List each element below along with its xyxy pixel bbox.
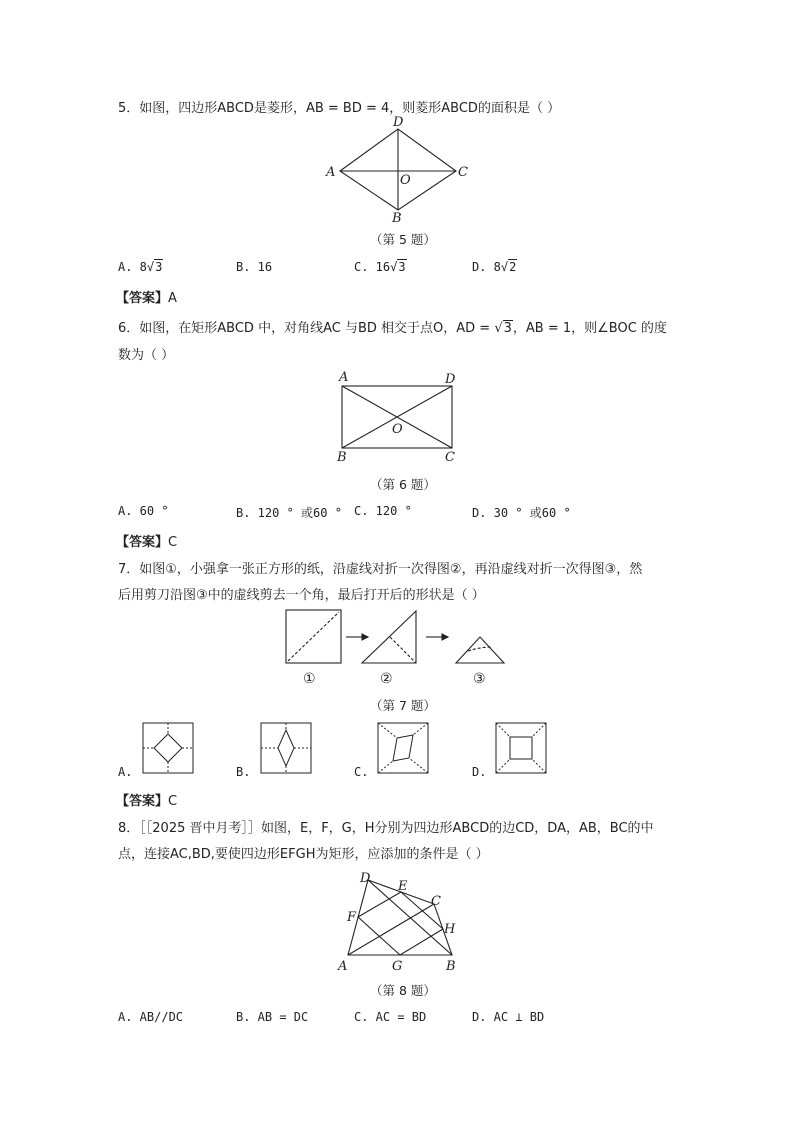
q7-caption: （第 7 题） bbox=[370, 698, 436, 713]
label-o: O bbox=[392, 422, 403, 437]
figure-mark-1: ① bbox=[303, 671, 316, 687]
arrow-1-head bbox=[362, 634, 368, 640]
label-o: O bbox=[400, 173, 411, 188]
label-e: E bbox=[398, 879, 408, 894]
label-c: C bbox=[458, 165, 468, 180]
label-a: A bbox=[339, 370, 349, 385]
q6-option-b[interactable]: B. 120 ° 或60 ° bbox=[236, 506, 342, 520]
q8-option-c[interactable]: C. AC = BD bbox=[354, 1010, 427, 1024]
label-a: A bbox=[338, 959, 348, 974]
label-a: A bbox=[326, 165, 336, 180]
q6-caption: （第 6 题） bbox=[370, 477, 436, 492]
label-h: H bbox=[444, 922, 456, 937]
label-c: C bbox=[431, 894, 441, 909]
q8-stem-line1: 8．［［2025 晋中月考］］如图，E，F，G，H分别为四边形ABCD的边CD，DA，AB，BC的中 bbox=[118, 821, 654, 836]
q7-option-d[interactable]: D. bbox=[472, 765, 487, 779]
q6-stem-line1: 6．如图，在矩形ABCD 中，对角线AC 与BD 相交于点O，AD = √3，AB = 1，则∠BOC 的度 bbox=[118, 317, 667, 336]
q7-option-a-figure[interactable] bbox=[142, 722, 194, 774]
q7-folding-figure bbox=[280, 605, 520, 690]
label-b: B bbox=[392, 211, 402, 226]
q7-answer: 【答案】C bbox=[116, 794, 178, 809]
figure-mark-3: ③ bbox=[473, 671, 486, 687]
q5-option-d[interactable]: D. 8√ 2 bbox=[472, 260, 517, 274]
q7-option-c-figure[interactable] bbox=[377, 722, 429, 774]
q6-rectangle-figure bbox=[330, 368, 470, 468]
q7-stem-line2: 后用剪刀沿图③中的虚线剪去一个角，最后打开后的形状是（ ） bbox=[118, 588, 485, 603]
q6-answer: 【答案】C bbox=[116, 535, 178, 550]
q5-option-a[interactable]: A. 8√ 3 bbox=[118, 260, 163, 274]
q5-option-c[interactable]: C. 16√ 3 bbox=[354, 260, 407, 274]
q8-stem-line2: 点，连接AC,BD,要使四边形EFGH为矩形，应添加的条件是（ ） bbox=[118, 847, 489, 862]
q7-option-c[interactable]: C. bbox=[354, 765, 369, 779]
label-c: C bbox=[445, 450, 455, 465]
q5-caption: （第 5 题） bbox=[370, 232, 436, 247]
diagonal-bd bbox=[368, 880, 452, 955]
q7-option-b[interactable]: B. bbox=[236, 765, 251, 779]
q7-stem-line1: 7．如图①，小强拿一张正方形的纸，沿虚线对折一次得图②，再沿虚线对折一次得图③，然 bbox=[118, 562, 643, 577]
q5-rhombus-figure bbox=[320, 115, 480, 226]
cut-line bbox=[468, 647, 492, 651]
q7-option-d-figure[interactable] bbox=[495, 722, 547, 774]
label-b: B bbox=[446, 959, 456, 974]
q7-option-a[interactable]: A. bbox=[118, 765, 133, 779]
label-f: F bbox=[347, 910, 357, 925]
label-d: D bbox=[445, 372, 456, 387]
q8-caption: （第 8 题） bbox=[370, 983, 436, 998]
q5-option-b[interactable]: B. 16 bbox=[236, 260, 273, 274]
q6-option-c[interactable]: C. 120 ° bbox=[354, 504, 412, 518]
fold-line-2 bbox=[390, 637, 416, 663]
arrow-2-head bbox=[442, 634, 448, 640]
label-d: D bbox=[393, 115, 404, 130]
q8-option-b[interactable]: B. AB = DC bbox=[236, 1010, 309, 1024]
label-d: D bbox=[360, 871, 371, 886]
q8-quadrilateral-figure bbox=[330, 866, 470, 976]
q7-option-b-figure[interactable] bbox=[260, 722, 312, 774]
q6-stem-line2: 数为（ ） bbox=[118, 348, 175, 363]
fold-line-1 bbox=[288, 612, 339, 661]
q5-stem: 5．如图，四边形ABCD是菱形，AB = BD = 4，则菱形ABCD的面积是（ ） bbox=[118, 101, 561, 116]
q6-option-d[interactable]: D. 30 ° 或60 ° bbox=[472, 506, 571, 520]
figure-mark-2: ② bbox=[380, 671, 393, 687]
small-triangle bbox=[456, 637, 504, 663]
q8-option-a[interactable]: A. AB//DC bbox=[118, 1010, 184, 1024]
q6-option-a[interactable]: A. 60 ° bbox=[118, 504, 169, 518]
label-g: G bbox=[392, 959, 403, 974]
q8-option-d[interactable]: D. AC ⊥ BD bbox=[472, 1010, 545, 1024]
q5-answer: 【答案】A bbox=[116, 291, 177, 306]
label-b: B bbox=[337, 450, 347, 465]
